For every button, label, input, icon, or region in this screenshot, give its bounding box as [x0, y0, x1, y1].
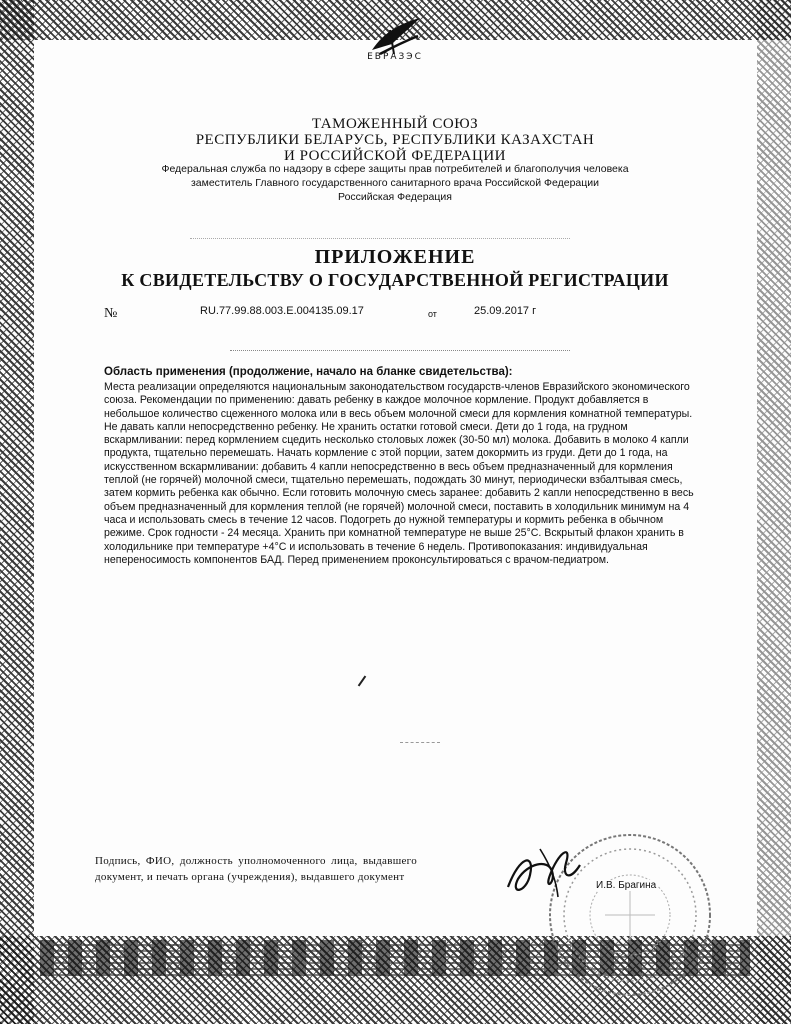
document-title: ПРИЛОЖЕНИЕ: [314, 246, 476, 268]
union-title: ТАМОЖЕННЫЙ СОЮЗ: [311, 116, 479, 132]
countries-line-2: И РОССИЙСКОЙ ФЕДЕРАЦИИ: [283, 148, 506, 164]
dashed-mark: [400, 742, 440, 743]
pen-mark: [358, 676, 367, 687]
registration-number: RU.77.99.88.003.E.004135.09.17: [200, 305, 364, 317]
signer-name: И.В. Брагина: [596, 880, 657, 891]
agency-line-1: Федеральная служба по надзору в сфере защиты прав потребителей и благополучия человека: [161, 163, 629, 175]
signature-label: Подпись, ФИО, должность уполномоченного лица, выдавшего документ, и печать органа (учреждения), выдавшего документ: [95, 855, 417, 883]
dotted-divider-top: [190, 238, 570, 239]
logo-caption: ЕВРАЗЭС: [367, 52, 423, 62]
number-label: №: [104, 306, 118, 321]
scope-heading: Область применения (продолжение, начало на бланке свидетельства):: [104, 366, 513, 378]
date-label: от: [428, 309, 437, 319]
agency-line-2: заместитель Главного государственного санитарного врача Российской Федерации: [190, 177, 600, 189]
document-subtitle: К СВИДЕТЕЛЬСТВУ О ГОСУДАРСТВЕННОЙ РЕГИСТРАЦИИ: [121, 270, 669, 290]
countries-line-1: РЕСПУБЛИКИ БЕЛАРУСЬ, РЕСПУБЛИКИ КАЗАХСТАН: [195, 132, 595, 148]
decorative-border-left: [0, 0, 34, 1024]
decorative-border-right: [757, 0, 791, 1024]
handwritten-signature-icon: [500, 835, 600, 905]
dotted-divider: [230, 350, 570, 351]
scope-text: Места реализации определяются национальным законодательством государств-членов Евразийского экономического союза. Рекомендации по применению: давать ребенку в каждое молочное кормление. Продукт добавляется в небольшое количество сцеженного молока или в весь объем молочной смеси для кормления комнатной температуры. Не давать капли непосредственно ребенку. Не хранить остатки готовой смеси. Дети до 1 года, на грудном вскармливании: перед кормлением сцедить несколько столовых ложек (30-50 мл) молока. Добавить в молоко 4 капли продукта, тщательно перемешать. Начать кормление с этой порции, затем докормить из груди. Дети до 1 года, на искусственном вскармливании: добавить 4 капли непосредственно в весь объем предназначенный для кормления теплой (не горячей) молочной смеси, тщательно перемешать, подождать 30 минут, периодически взбалтывая смесь, затем кормить ребенка как обычно. Если готовить молочную смесь заранее: добавить 2 капли непосредственно в весь объем предназначенный для кормления теплой (не горячей) молочной смеси, поставить в холодильник минимум на 4 часа и использовать смесь в течение 12 часов. Подогреть до нужной температуры и кормить ребенка в обычном режиме. Срок годности - 24 месяца. Хранить при комнатной температуре не выше 25°С. Вскрытый флакон хранить в холодильнике при температуре +4°С и использовать в течение 6 недель. Противопоказания: индивидуальная непереносимость компонентов БАД. Перед применением проконсультироваться с врачом-педиатром.: [104, 381, 694, 566]
registration-date: 25.09.2017 г: [474, 305, 537, 317]
agency-line-3: Российская Федерация: [338, 191, 452, 203]
